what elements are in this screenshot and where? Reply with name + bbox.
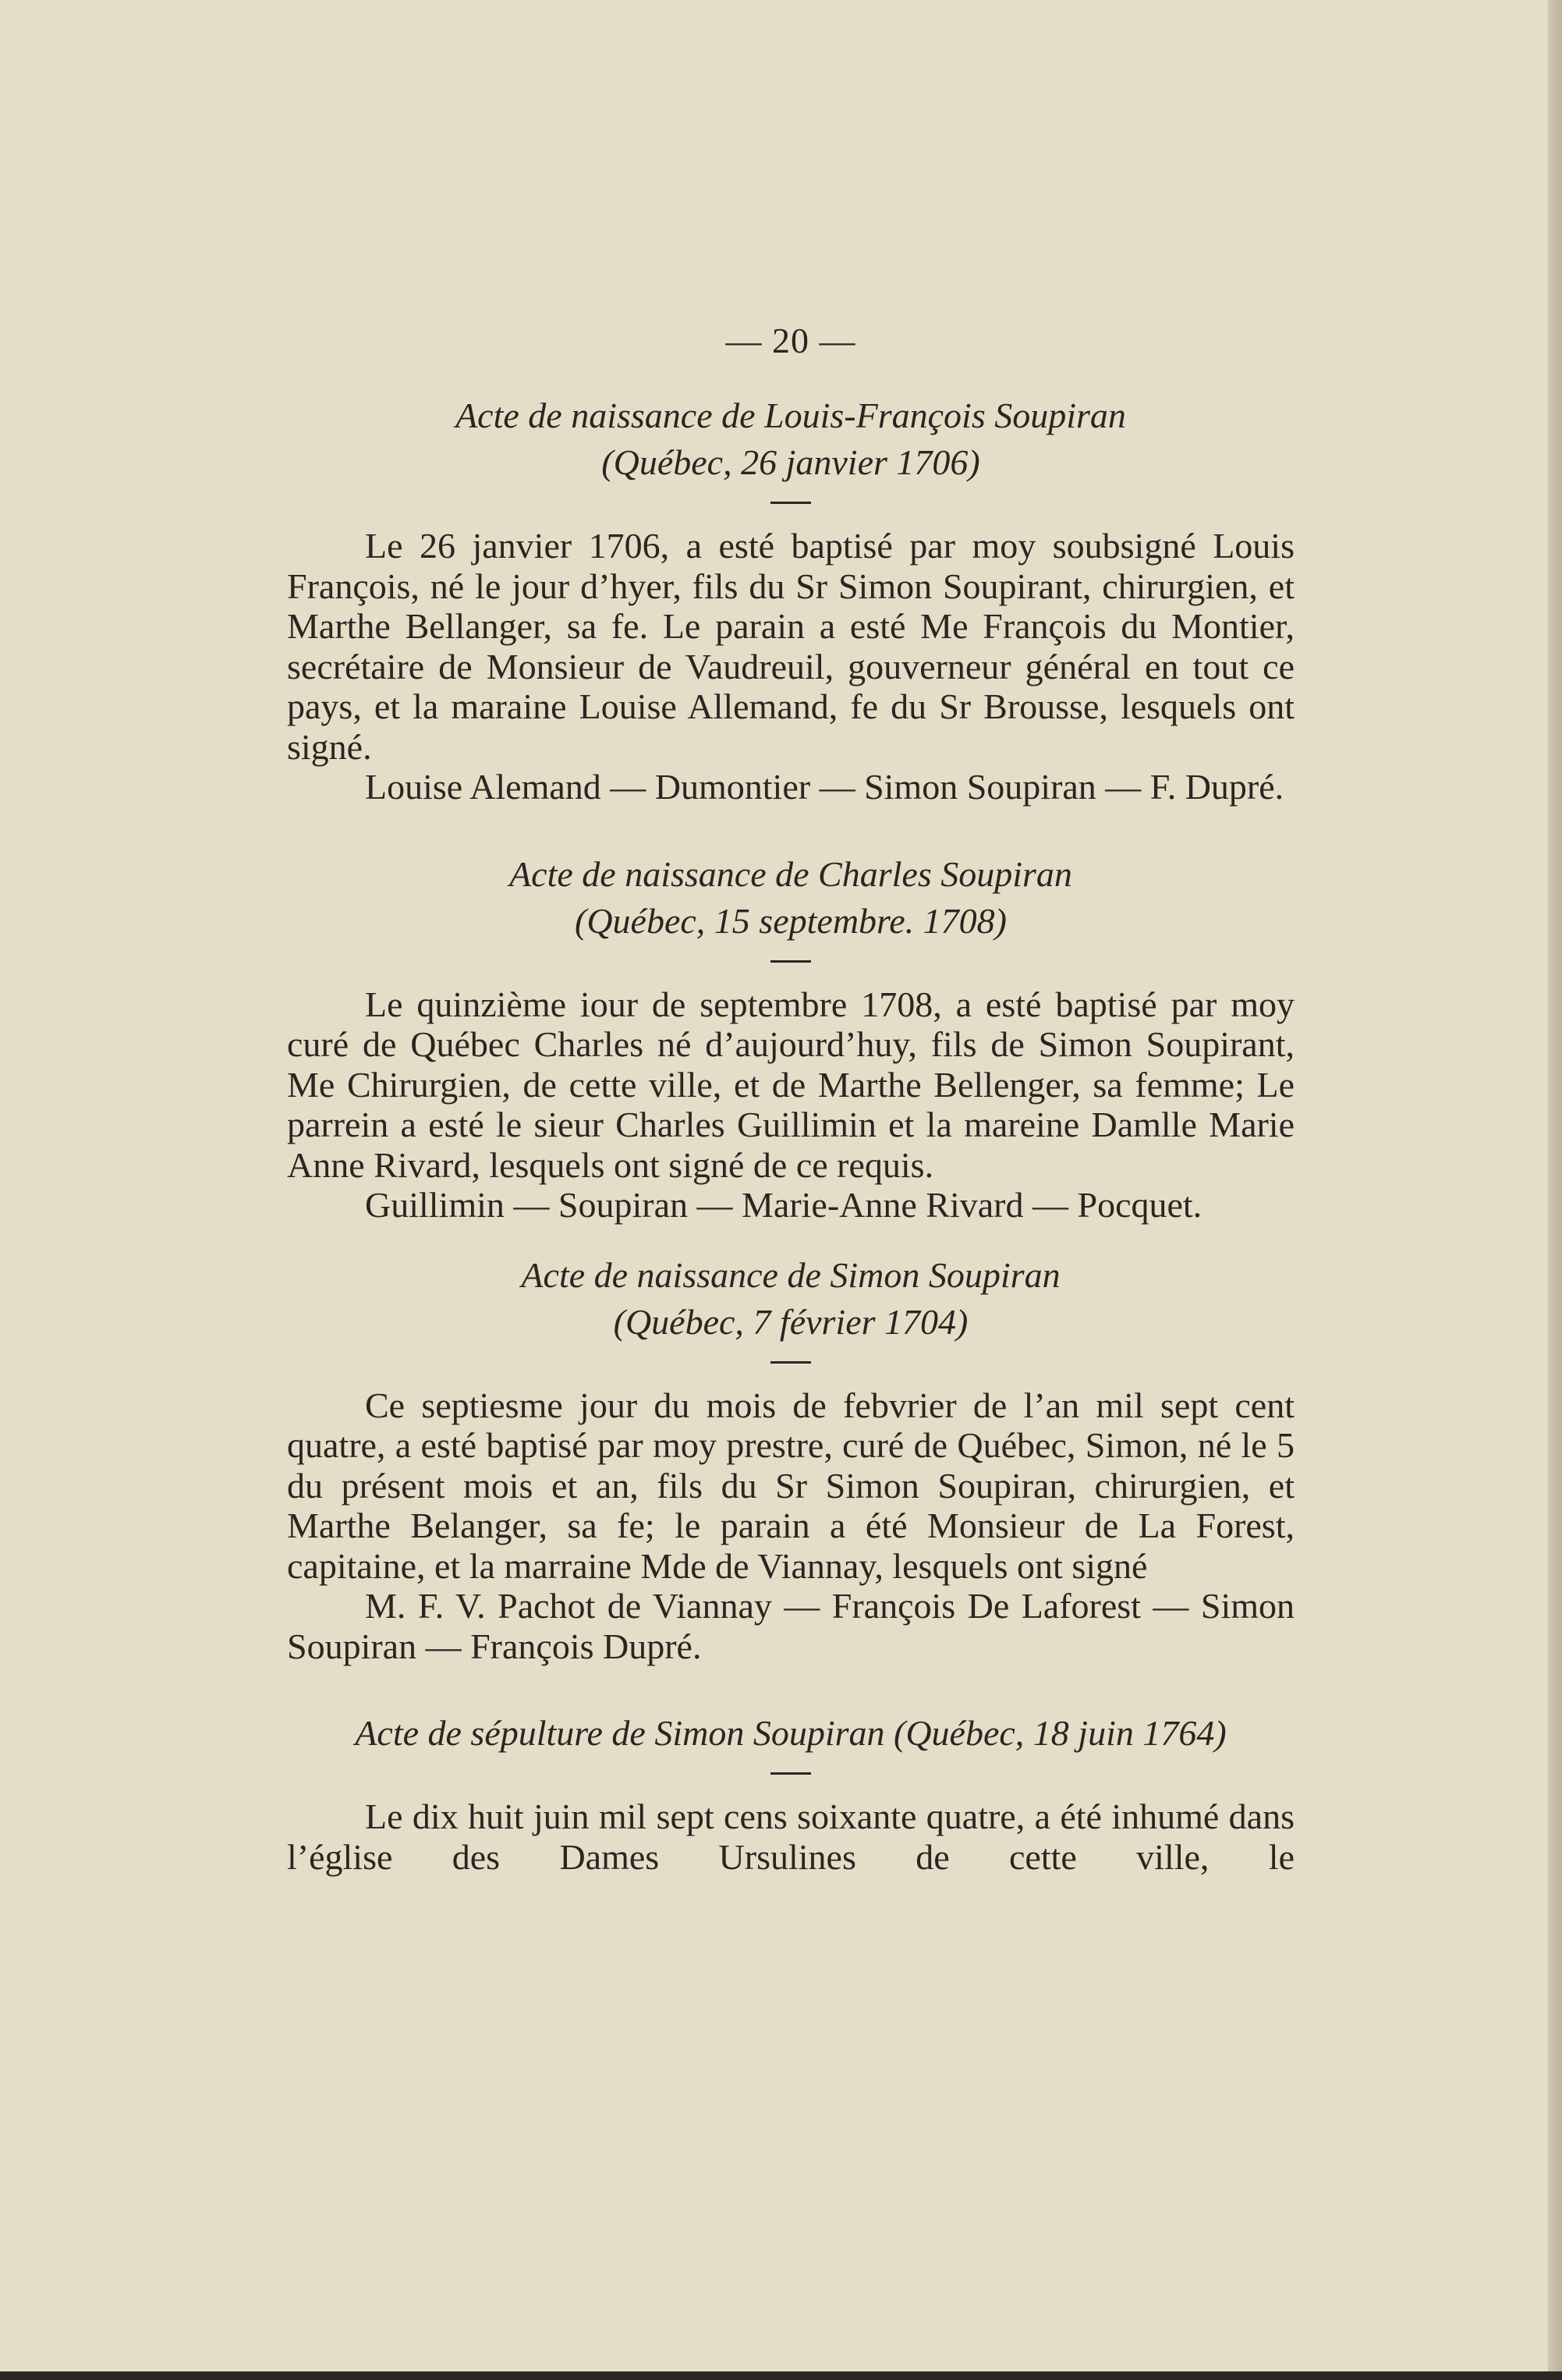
entry-signatures: Guillimin — Soupiran — Marie-Anne Rivard — Pocquet. — [365, 1185, 1202, 1225]
entry-title: Acte de naissance de Simon Soupiran — [521, 1254, 1061, 1295]
short-rule — [770, 960, 811, 963]
scan-bottom-border — [0, 2371, 1562, 2380]
record-entry — [287, 1252, 1295, 1667]
entry-place-date: (Québec, 15 septembre. 1708) — [575, 900, 1007, 941]
entry-text: Le 26 janvier 1706, a esté baptisé par moy soubsigné Louis François, né le jour d’hyer, fils du Sr Simon Soupirant, chirurgien, et Marthe Bellanger, sa fe. Le parain a esté Me François du Montier, secrétaire de Monsieur de Vaudreuil, gouverneur général en tout ce pays, et la maraine Louise Allemand, fe du Sr Brousse, lesquels ont signé. — [287, 526, 1295, 767]
page-number: — 20 — — [725, 321, 856, 360]
record-entry — [287, 1710, 1295, 1877]
short-rule — [770, 502, 811, 504]
record-entry — [287, 851, 1295, 1225]
document-body — [287, 320, 1295, 1877]
entry-text: Ce septiesme jour du mois de febvrier de l’an mil sept cent quatre, a esté baptisé par moy prestre, curé de Québec, Simon, né le 5 du présent mois et an, fils du Sr Simon Soupiran, chirurgien, et Marthe Belanger, sa fe; le parain a été Monsieur de La Forest, capitaine, et la marraine Mde de Viannay, lesquels ont signé — [287, 1385, 1295, 1586]
entry-text: Le quinzième iour de septembre 1708, a esté baptisé par moy curé de Québec Charles né d’aujourd’huy, fils de Simon Soupirant, Me Chirurgien, de cette ville, et de Marthe Bellenger, sa femme; Le parrein a esté le sieur Charles Guillimin et la mareine Damlle Marie Anne Rivard, lesquels ont signé de ce requis. — [287, 984, 1295, 1185]
short-rule — [770, 1772, 811, 1775]
entry-place-date: (Québec, 7 février 1704) — [613, 1301, 969, 1342]
entry-title: Acte de naissance de Charles Soupiran — [509, 853, 1072, 894]
page-edge-shadow — [1548, 0, 1562, 2380]
record-entry — [287, 392, 1295, 807]
entry-text: Le dix huit juin mil sept cens soixante quatre, a été inhumé dans l’église des Dames Ursulines de cette ville, le — [287, 1797, 1295, 1877]
entry-title: Acte de naissance de Louis-François Soupiran — [455, 395, 1126, 435]
short-rule — [770, 1361, 811, 1364]
entry-signatures: Louise Alemand — Dumontier — Simon Soupiran — F. Dupré. — [365, 767, 1284, 807]
entry-signatures: M. F. V. Pachot de Viannay — François De Laforest — Simon Soupiran — François Dupré. — [287, 1586, 1295, 1666]
entry-title: Acte de sépulture de Simon Soupiran (Québec, 18 juin 1764) — [355, 1713, 1227, 1753]
entry-place-date: (Québec, 26 janvier 1706) — [601, 442, 980, 482]
